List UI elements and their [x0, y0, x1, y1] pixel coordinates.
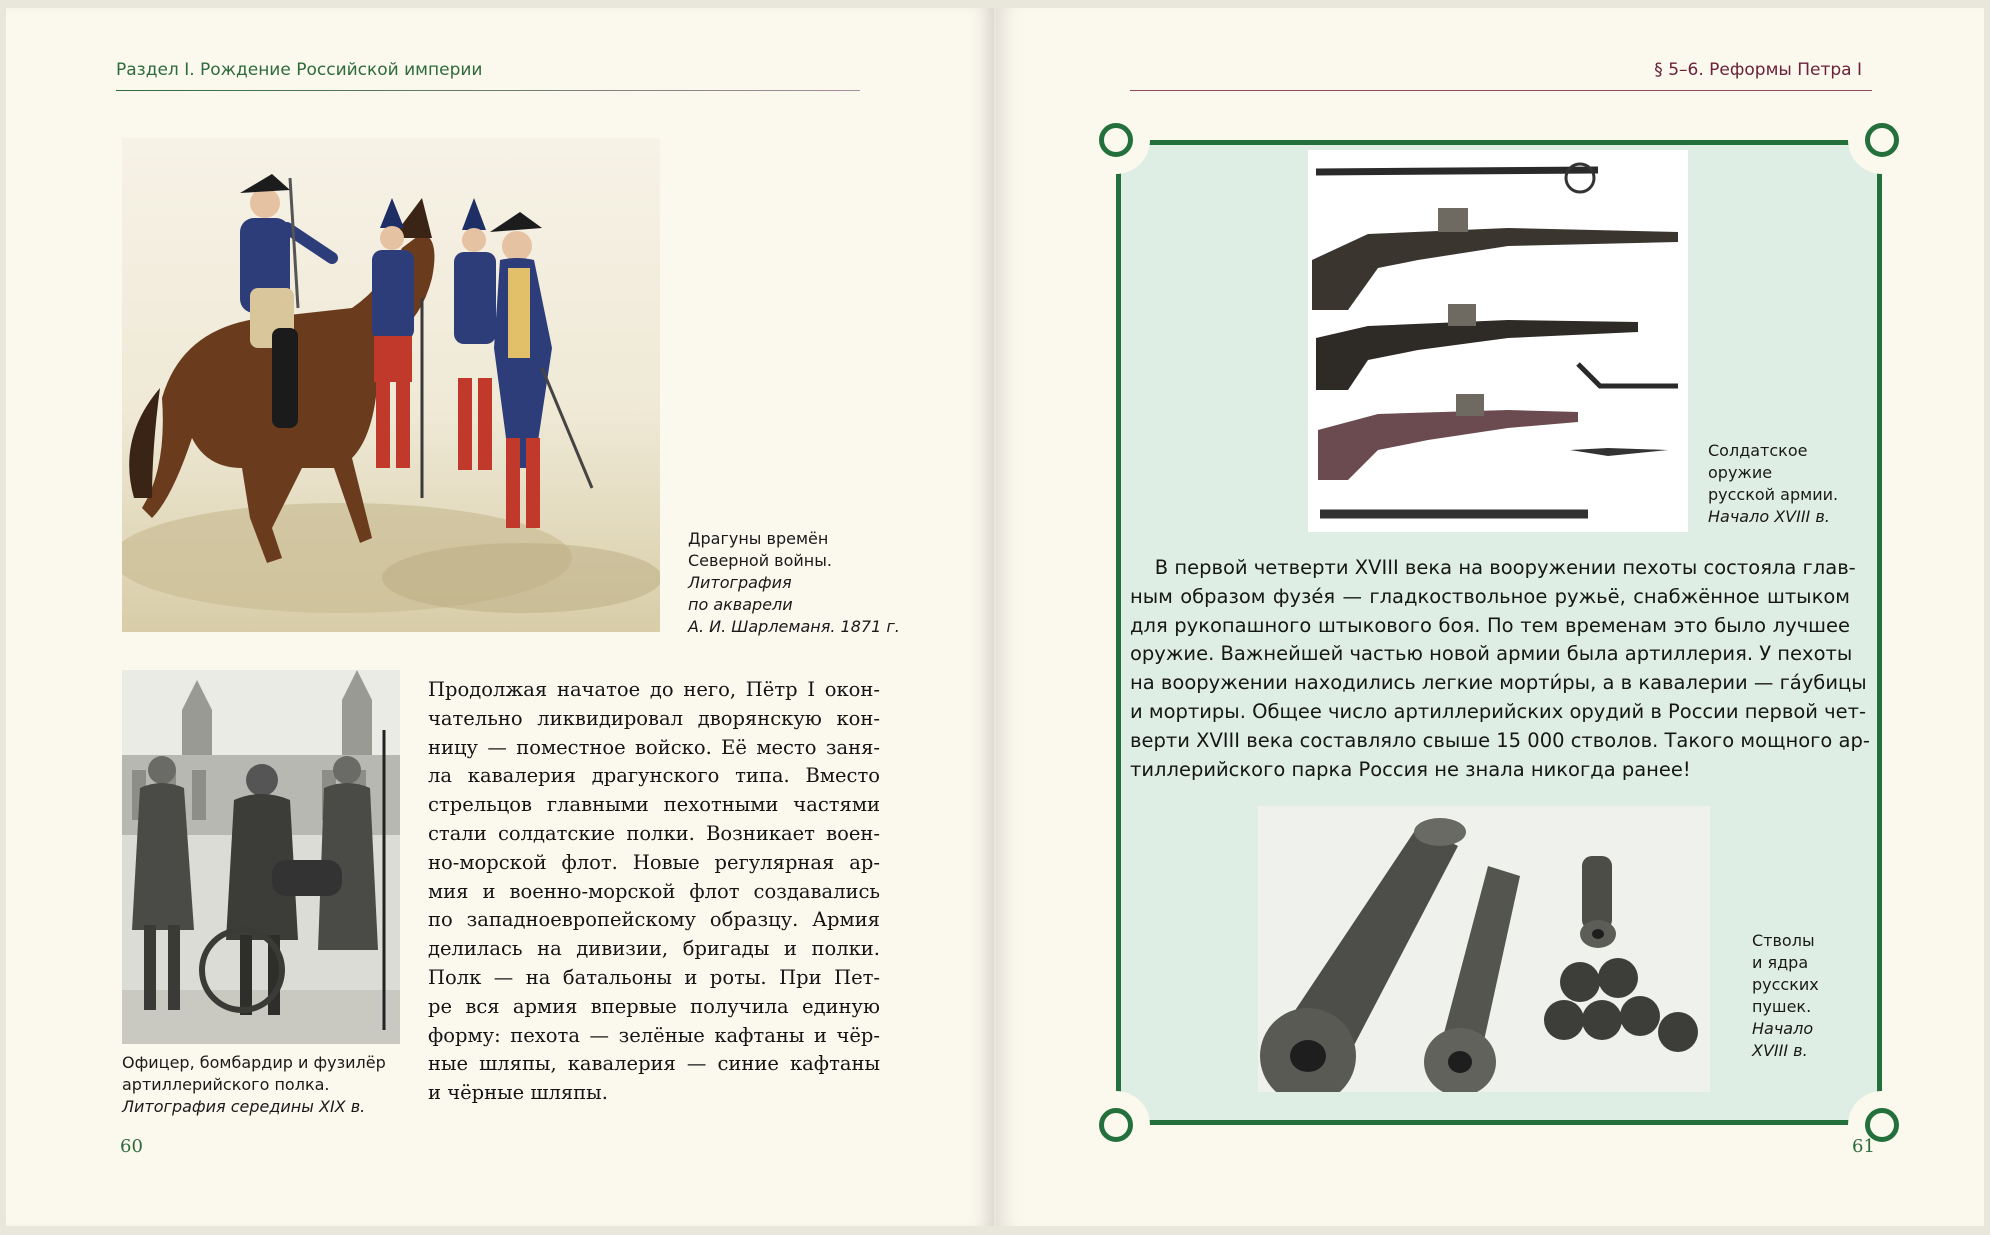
box-corner: [1848, 140, 1882, 174]
text-line: оружие. Важнейшей частью новой армии была артиллерия. У пехоты: [1130, 642, 1853, 666]
text-line: делилась на дивизии, бригады и полки.: [428, 937, 880, 961]
caption-italic-line: по акварели: [688, 595, 793, 614]
text-line: но-морской флот. Новые регулярная ар-: [428, 850, 880, 874]
box-corner: [1116, 140, 1150, 174]
box-corner: [1848, 1091, 1882, 1125]
caption-italic-line: А. И. Шарлеманя. 1871 г.: [688, 617, 900, 636]
text-line: Продолжая начатое до него, Пётр I окон-: [428, 678, 880, 701]
text-line: ре вся армия впервые получила единую: [428, 994, 880, 1018]
text-line: мия и военно-морской флот создавались: [428, 879, 880, 903]
header-rule-right: [1130, 90, 1872, 91]
caption-line: Офицер, бомбардир и фузилёр: [122, 1053, 386, 1072]
text-line: стрельцов главными пехотными частями: [428, 793, 880, 817]
caption-line: Драгуны времён: [688, 529, 829, 548]
text-line: ницу — поместное войско. Её место заня-: [428, 735, 880, 759]
caption-line: артиллерийского полка.: [122, 1075, 330, 1094]
officer-lithograph: [122, 670, 400, 1044]
text-line: тиллерийского парка Россия не знала никогда ранее!: [1130, 757, 1691, 781]
caption-line: русской армии.: [1708, 485, 1839, 504]
text-line: ла кавалерия драгунского типа. Вместо: [428, 764, 880, 788]
dragoons-caption: [688, 528, 900, 638]
caption-italic-line: Начало XVIII в.: [1708, 507, 1830, 526]
text-line: для рукопашного штыкового боя. По тем временам это было лучшее: [1130, 613, 1850, 637]
text-line: Полк — на батальоны и роты. При Пет-: [428, 965, 880, 989]
caption-italic-line: Литография середины XIX в.: [122, 1097, 366, 1116]
header-rule-left: [116, 90, 860, 91]
page-number-right: 61: [1852, 1136, 1875, 1157]
caption-line: Солдатское: [1708, 441, 1808, 460]
caption-italic-line: Начало: [1752, 1019, 1814, 1038]
text-line: на вооружении находились легкие морти́ры, а в кавалерии — га́убицы: [1130, 671, 1867, 695]
running-head-right: § 5–6. Реформы Петра I: [1654, 60, 1862, 80]
cannons-caption: [1752, 930, 1819, 1062]
caption-line: Стволы: [1752, 931, 1815, 950]
officer-caption: [122, 1052, 386, 1118]
text-line: чательно ликвидировал дворянскую кон-: [428, 706, 880, 730]
caption-line: оружие: [1708, 463, 1773, 482]
caption-italic-line: XVIII в.: [1752, 1041, 1808, 1060]
text-line: по западноевропейскому образцу. Армия: [428, 908, 880, 932]
caption-line: русских: [1752, 975, 1819, 994]
text-line: стали солдатские полки. Возникает воен-: [428, 821, 880, 845]
soldier-weapons-photo: [1308, 150, 1688, 532]
text-line: и мортиры. Общее число артиллерийских орудий в России первой чет-: [1130, 699, 1867, 723]
text-line: В первой четверти XVIII века на вооружении пехоты состояла глав-: [1130, 556, 1856, 579]
running-head-left: Раздел I. Рождение Российской империи: [116, 60, 483, 80]
box-corner: [1116, 1091, 1150, 1125]
main-text: [428, 676, 880, 1108]
page-number-left: 60: [120, 1136, 143, 1157]
text-line: верти XVIII века составляло свыше 15 000 стволов. Такого мощного ар-: [1130, 728, 1870, 752]
text-line: ные шляпы, кавалерия — синие кафтаны: [428, 1052, 880, 1076]
caption-italic-line: Литография: [688, 573, 792, 592]
weapons-text: [1130, 554, 1870, 784]
text-line: форму: пехота — зелёные кафтаны и чёр-: [428, 1023, 880, 1047]
cannons-photo: [1258, 806, 1710, 1092]
text-line: и чёрные шляпы.: [428, 1081, 608, 1105]
caption-line: пушек.: [1752, 997, 1812, 1016]
weapons-caption: [1708, 440, 1838, 528]
caption-line: и ядра: [1752, 953, 1809, 972]
caption-line: Северной войны.: [688, 551, 832, 570]
text-line: ным образом фузе́я — гладкоствольное ружьё, снабжённое штыком: [1130, 584, 1850, 608]
dragoons-illustration: [122, 138, 660, 632]
